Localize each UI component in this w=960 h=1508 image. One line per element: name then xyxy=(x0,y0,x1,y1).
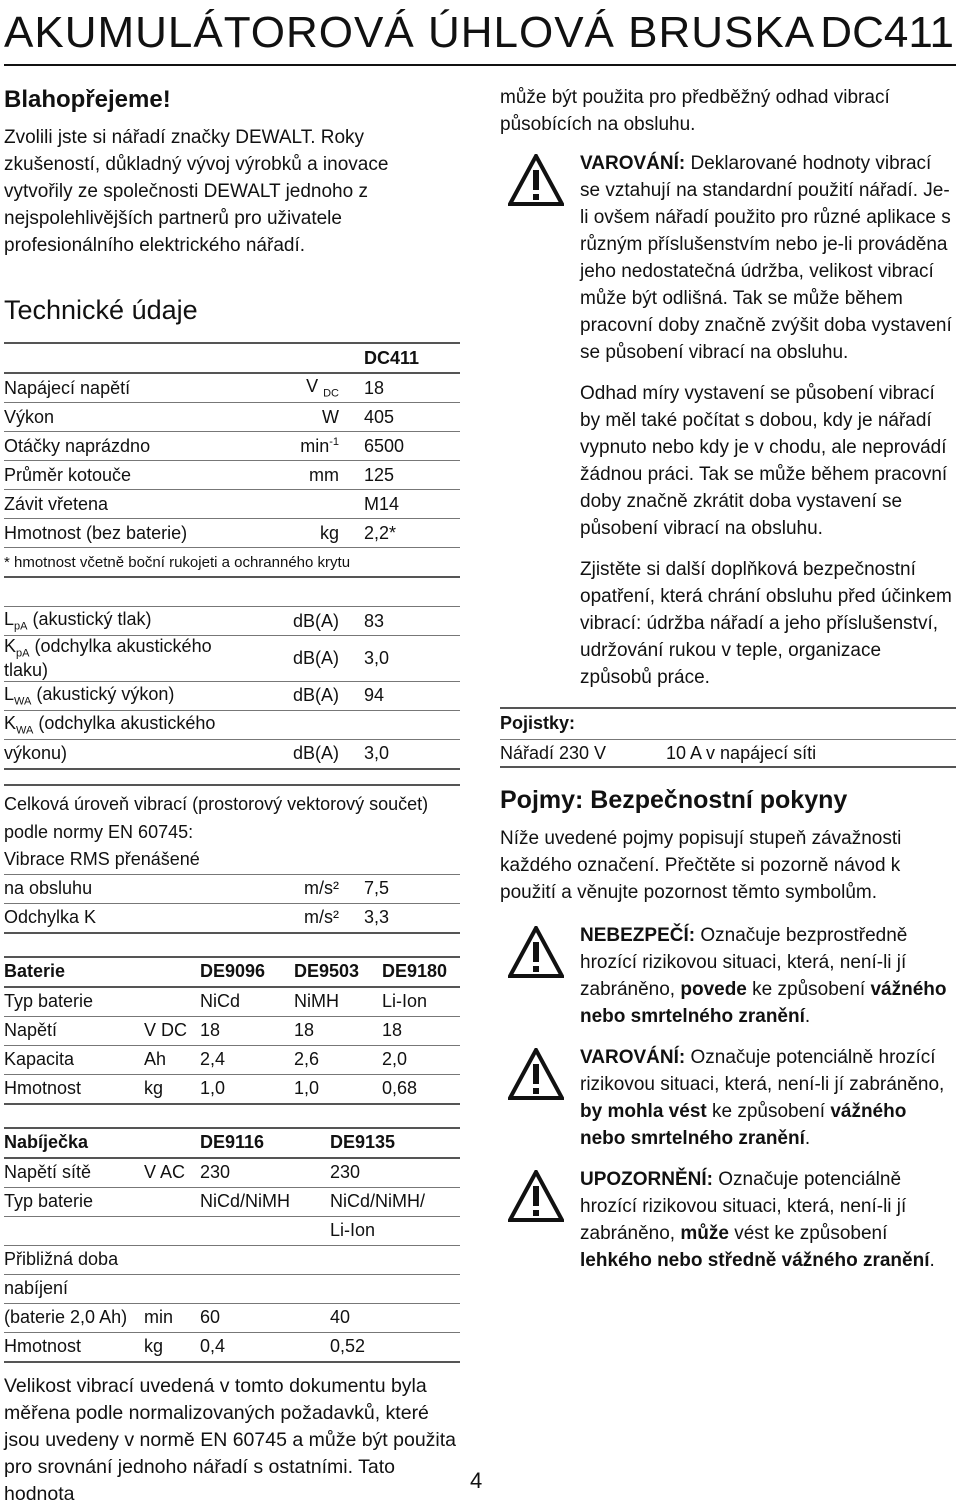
battery-cell: 1,0 xyxy=(294,1074,382,1104)
vibration-intro: Celková úroveň vibrací (prostorový vektorový součet) podle normy EN 60745: xyxy=(4,784,460,846)
charger-table xyxy=(4,1127,460,1363)
battery-row-label: Napětí xyxy=(4,1016,144,1045)
charger-cell: 230 xyxy=(330,1158,460,1188)
battery-cell: Li-Ion xyxy=(382,987,460,1017)
vib-value: 3,3 xyxy=(364,903,460,933)
spec-unit: mm xyxy=(244,461,364,490)
noise-value: 3,0 xyxy=(364,739,460,769)
battery-header: Baterie xyxy=(4,957,144,987)
fuse-title: Pojistky: xyxy=(500,707,956,739)
battery-cell: 2,4 xyxy=(200,1045,294,1074)
charger-row-label: nabíjení xyxy=(4,1274,144,1303)
noise-label: $K_{WA}$ (odchylka akustického xyxy=(4,710,244,739)
charger-row-label: Přibližná doba xyxy=(4,1245,144,1274)
charger-row-label: Typ baterie xyxy=(4,1187,144,1216)
page-title: AKUMULÁTOROVÁ ÚHLOVÁ BRUSKA xyxy=(4,8,816,57)
noise-label: $L_{pA}$ (akustický tlak) xyxy=(4,607,244,636)
spec-label: Otáčky naprázdno xyxy=(4,432,244,461)
spec-table xyxy=(4,342,460,578)
noise-unit: dB(A) xyxy=(244,739,364,769)
page-header xyxy=(4,8,956,66)
noise-label: výkonu) xyxy=(4,739,244,769)
spec-unit xyxy=(244,490,364,519)
vib-label: Vibrace RMS přenášené xyxy=(4,846,244,875)
page-number: 4 xyxy=(470,1468,483,1493)
measures-paragraph: Zjistěte si další doplňková bezpečnostní opatření, která chrání obsluhu před účinkem vibrací: údržba nářadí a jeho příslušenství, udržování rukou v teple, organizace způsobů práce. xyxy=(580,559,952,688)
vib-value: 7,5 xyxy=(364,874,460,903)
charger-unit: kg xyxy=(144,1332,200,1362)
warning-block: VAROVÁNÍ: Označuje potenciálně hrozící rizikovou situaci, která, není-li jí zabráněno, by mohla vést ke způsobení vážného nebo smrtelného zranění. xyxy=(500,1044,956,1152)
charger-cell: 40 xyxy=(330,1303,460,1332)
charger-unit: min xyxy=(144,1303,200,1332)
battery-row-label: Hmotnost xyxy=(4,1074,144,1104)
charger-cell: 0,4 xyxy=(200,1332,330,1362)
battery-model: DE9180 xyxy=(382,957,460,987)
vib-label: Odchylka K xyxy=(4,903,244,933)
danger-block: NEBEZPEČÍ: Označuje bezprostředně hrozící rizikovou situaci, která, není-li jí zabráněno, povede ke způsobení vážného nebo smrtelného zranění. xyxy=(500,922,956,1030)
charger-model: DE9135 xyxy=(330,1128,460,1158)
left-column xyxy=(4,84,460,1508)
charger-row-label: (baterie 2,0 Ah) xyxy=(4,1303,144,1332)
charger-unit: V AC xyxy=(144,1158,200,1188)
noise-value: 83 xyxy=(364,607,460,636)
battery-model: DE9096 xyxy=(200,957,294,987)
spec-label: Průměr kotouče xyxy=(4,461,244,490)
fuse-section xyxy=(500,707,956,768)
spec-unit: W xyxy=(244,403,364,432)
vibration-table xyxy=(4,846,460,934)
noise-table xyxy=(4,592,460,770)
fuse-value: 10 A v napájecí síti xyxy=(666,743,817,763)
noise-label: $L_{WA}$ (akustický výkon) xyxy=(4,681,244,710)
warning-triangle-icon xyxy=(508,1048,564,1100)
battery-unit: Ah xyxy=(144,1045,200,1074)
battery-cell: 1,0 xyxy=(200,1074,294,1104)
charger-model: DE9116 xyxy=(200,1128,330,1158)
battery-cell: 2,6 xyxy=(294,1045,382,1074)
caution-block: UPOZORNĚNÍ: Označuje potenciálně hrozící rizikovou situaci, která, není-li jí zabráněno, může vést ke způsobení lehkého nebo středně vážného zranění. xyxy=(500,1166,956,1274)
charger-cell: NiCd/NiMH/ xyxy=(330,1187,460,1216)
intro-paragraph: Zvolili jste si nářadí značky DEWALT. Roky zkušeností, důkladný vývoj výrobků a inovace vytvořily ze společnosti DEWALT jednoho z nejspolehlivějších partnerů pro uživatele profesionálního elektrického nářadí. xyxy=(4,127,389,256)
noise-unit: dB(A) xyxy=(244,607,364,636)
exposure-paragraph: Odhad míry vystavení se působení vibrací by měl také počítat s dobou, kdy je nářadí vypnuto nebo kdy je v chodu, ale neprovádí žádnou práci. Tak se může během pracovní doby značně zkrátit doba vystavení se působení vibrací na obsluhu. xyxy=(580,383,948,539)
spec-value: 18 xyxy=(364,373,460,403)
continued-paragraph: může být použita pro předběžný odhad vibrací působících na obsluhu. xyxy=(500,87,890,135)
vib-unit: m/s² xyxy=(244,903,364,933)
charger-cell: NiCd/NiMH xyxy=(200,1187,330,1216)
terms-heading: Pojmy: Bezpečnostní pokyny xyxy=(500,786,848,814)
terms-intro: Níže uvedené pojmy popisují stupeň závažnosti každého označení. Přečtěte si pozorně návod k použití a věnujte pozornost těmto symbolům. xyxy=(500,828,902,903)
spec-unit: $\min^{-1}$ xyxy=(244,432,364,461)
battery-cell: 18 xyxy=(294,1016,382,1045)
spec-unit: V $_{DC}$ xyxy=(244,373,364,403)
noise-label: $K_{pA}$ (odchylka akustického tlaku) xyxy=(4,636,244,682)
spec-note: * hmotnost včetně boční rukojeti a ochranného krytu xyxy=(4,548,460,578)
spec-label: Závit vřetena xyxy=(4,490,244,519)
spec-value: 6500 xyxy=(364,432,460,461)
vib-unit: m/s² xyxy=(244,874,364,903)
battery-cell: 18 xyxy=(200,1016,294,1045)
fuse-label: Nářadí 230 V xyxy=(500,743,607,763)
charger-cell: 0,52 xyxy=(330,1332,460,1362)
charger-cell: 230 xyxy=(200,1158,330,1188)
vib-label: na obsluhu xyxy=(4,874,244,903)
spec-label: Hmotnost (bez baterie) xyxy=(4,519,244,548)
warning-triangle-icon xyxy=(508,926,564,978)
charger-row-label: Hmotnost xyxy=(4,1332,144,1362)
battery-unit: kg xyxy=(144,1074,200,1104)
spec-value: 125 xyxy=(364,461,460,490)
spec-label: Napájecí napětí xyxy=(4,373,244,403)
spec-label: Výkon xyxy=(4,403,244,432)
right-column xyxy=(500,84,956,1274)
fuse-row xyxy=(500,739,956,768)
charger-cell: 60 xyxy=(200,1303,330,1332)
battery-row-label: Kapacita xyxy=(4,1045,144,1074)
noise-unit: dB(A) xyxy=(244,636,364,682)
battery-cell: 18 xyxy=(382,1016,460,1045)
warning-triangle-icon xyxy=(508,154,564,206)
closing-paragraph: Velikost vibrací uvedená v tomto dokumentu byla měřena podle normalizovaných požadavků, které jsou uvedeny v normě EN 60745 a může být použita pro srovnání jednoho nářadí s ostatními. Tato hodnota xyxy=(4,1374,457,1505)
battery-cell: NiCd xyxy=(200,987,294,1017)
battery-cell: 2,0 xyxy=(382,1045,460,1074)
spec-value: M14 xyxy=(364,490,460,519)
charger-header: Nabíječka xyxy=(4,1128,144,1158)
vibration-warning: VAROVÁNÍ: Deklarované hodnoty vibrací se vztahují na standardní použití nářadí. Je-li ovšem nářadí použito pro různé aplikace s různým příslušenstvím nebo je-li prováděna jeho nedostatečná údržba, velikost vibrací může být odlišná. Tak se může během pracovní doby značně zvýšit doba vystavení se působení vibrací na obsluhu. xyxy=(500,150,956,366)
battery-row-label: Typ baterie xyxy=(4,987,144,1017)
battery-cell: NiMH xyxy=(294,987,382,1017)
spec-unit: kg xyxy=(244,519,364,548)
spec-value: 2,2* xyxy=(364,519,460,548)
greeting: Blahopřejeme! xyxy=(4,86,171,113)
noise-value: 94 xyxy=(364,681,460,710)
battery-model: DE9503 xyxy=(294,957,382,987)
warning-triangle-icon xyxy=(508,1170,564,1222)
charger-row-label: Napětí sítě xyxy=(4,1158,144,1188)
noise-value: 3,0 xyxy=(364,636,460,682)
spec-model-header: DC411 xyxy=(364,343,460,373)
battery-unit: V DC xyxy=(144,1016,200,1045)
tech-heading: Technické údaje xyxy=(4,295,198,325)
battery-cell: 0,68 xyxy=(382,1074,460,1104)
noise-unit: dB(A) xyxy=(244,681,364,710)
spec-value: 405 xyxy=(364,403,460,432)
model-number: DC411 xyxy=(820,8,954,57)
battery-table xyxy=(4,956,460,1105)
charger-cell: Li-Ion xyxy=(330,1216,460,1245)
